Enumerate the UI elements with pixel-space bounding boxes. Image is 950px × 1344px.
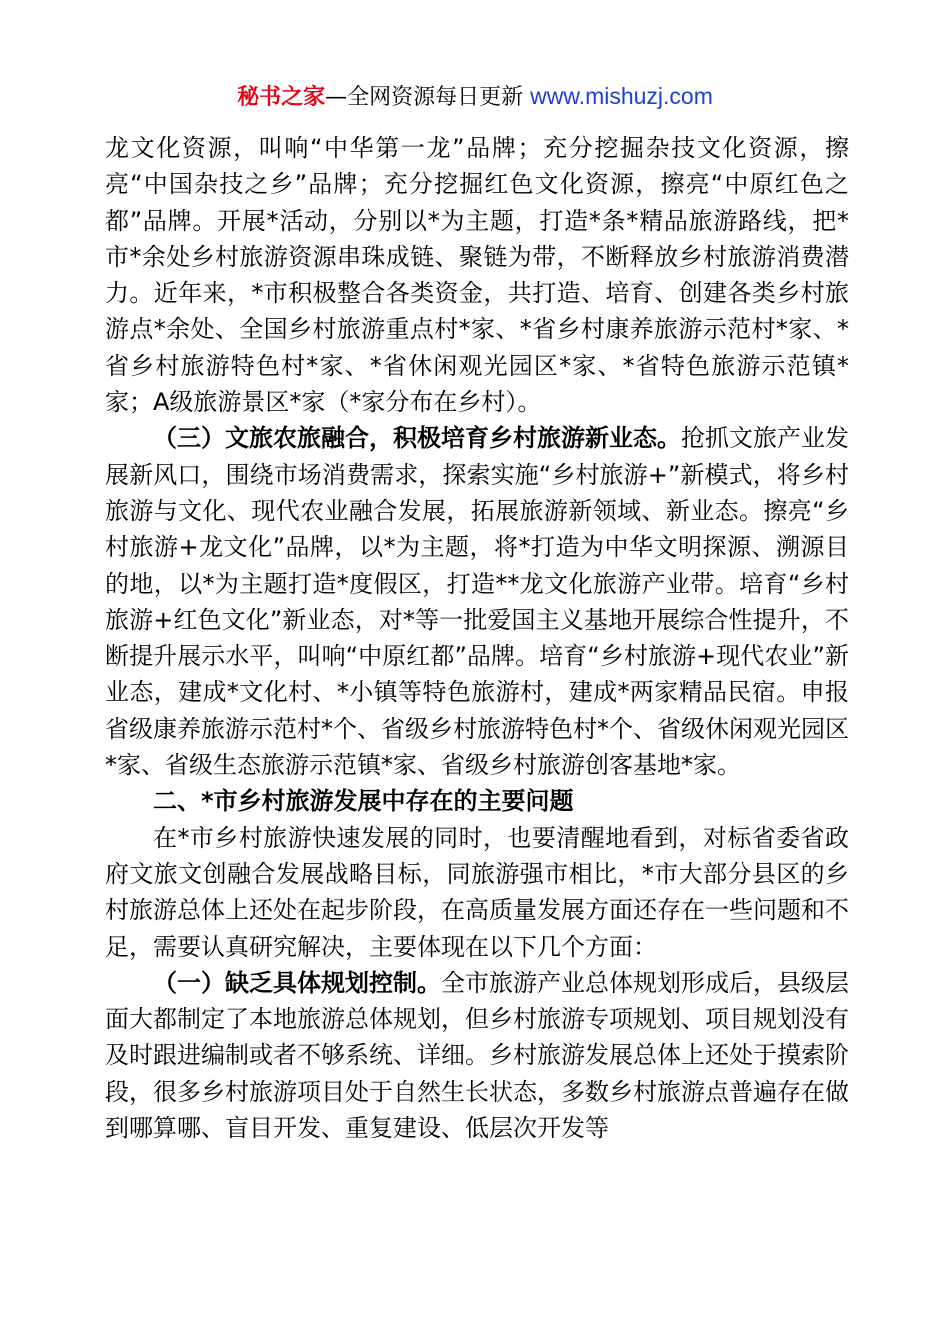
subsection-heading-3: （三）文旅农旅融合，积极培育乡村旅游新业态。 <box>153 424 681 453</box>
paragraph-continuation: 龙文化资源，叫响“中华第一龙”品牌；充分挖掘杂技文化资源，擦亮“中国杂技之乡”品牌；充分挖掘红色文化资源，擦亮“中原红色之都”品牌。开展*活动，分别以*为主题，打造*条*精品旅游路线，把*市*余处乡村旅游资源串珠成链、聚链为带，不断释放乡村旅游消费潜力。近年来，*市积极整合各类资金，共打造、培育、创建各类乡村旅游点*余处、全国乡村旅游重点村*家、*省乡村康养旅游示范村*家、*省乡村旅游特色村*家、*省休闲观光园区*家、*省特色旅游示范镇*家；A级旅游景区*家（*家分布在乡村）。 <box>105 134 849 417</box>
paragraph-problem-1 <box>105 965 849 1146</box>
paragraph-intro-problems: 在*市乡村旅游快速发展的同时，也要清醒地看到，对标省委省政府文旅文创融合发展战略目标，同旅游强市相比，*市大部分县区的乡村旅游总体上还处在起步阶段，在高质量发展方面还存在一些问题和不足，需要认真研究解决，主要体现在以下几个方面： <box>105 823 849 961</box>
paragraph-section-3 <box>105 420 849 783</box>
header-tagline: —全网资源每日更新 <box>325 85 531 110</box>
paragraph-text: 全市旅游产业总体规划形成后，县级层面大都制定了本地旅游总体规划，但乡村旅游专项规划、项目规划没有及时跟进编制或者不够系统、详细。乡村旅游发展总体上还处于摸索阶段，很多乡村旅游项目处于自然生长状态，多数乡村旅游点普遍存在做到哪算哪、盲目开发、重复建设、低层次开发等 <box>105 968 849 1143</box>
brand-name: 秘书之家 <box>237 85 326 110</box>
subsection-heading-1: （一）缺乏具体规划控制。 <box>153 968 441 997</box>
site-url[interactable]: www.mishuzj.com <box>530 83 713 109</box>
site-header <box>0 80 950 114</box>
document-body <box>105 130 849 1146</box>
section-heading-2: 二、*市乡村旅游发展中存在的主要问题 <box>153 787 574 816</box>
paragraph-text: 抢抓文旅产业发展新风口，围绕市场消费需求，探索实施“乡村旅游+”新模式，将乡村旅游与文化、现代农业融合发展，拓展旅游新领域、新业态。擦亮“乡村旅游+龙文化”品牌，以*为主题，将*打造为中华文明探源、溯源目的地，以*为主题打造*度假区，打造**龙文化旅游产业带。培育“乡村旅游+红色文化”新业态，对*等一批爱国主义基地开展综合性提升，不断提升展示水平，叫响“中原红都”品牌。培育“乡村旅游+现代农业”新业态，建成*文化村、*小镇等特色旅游村，建成*两家精品民宿。申报省级康养旅游示范村*个、省级乡村旅游特色村*个、省级休闲观光园区*家、省级生态旅游示范镇*家、省级乡村旅游创客基地*家。 <box>105 424 849 780</box>
